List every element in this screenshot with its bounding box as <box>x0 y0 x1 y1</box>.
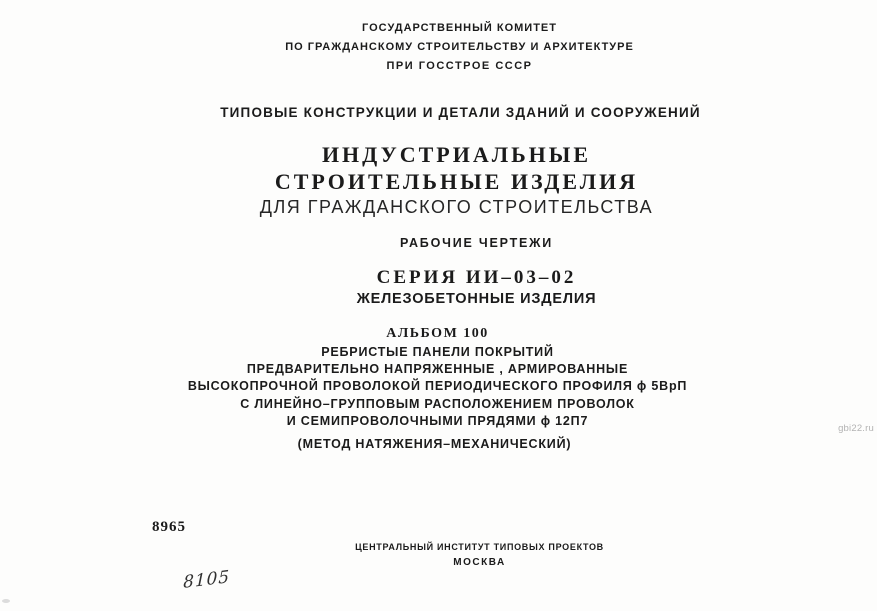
organization-line-1: ГОСУДАРСТВЕННЫЙ КОМИТЕТ <box>362 22 557 34</box>
organization-line-3: ПРИ ГОССТРОЕ СССР <box>386 60 533 72</box>
main-title-line-3: ДЛЯ ГРАЖДАНСКОГО СТРОИТЕЛЬСТВА <box>259 197 654 217</box>
organization-line-2: ПО ГРАЖДАНСКОМУ СТРОИТЕЛЬСТВУ И АРХИТЕКТУРЕ <box>285 41 634 53</box>
album-description-line-4: С ЛИНЕЙНО–ГРУППОВЫМ РАСПОЛОЖЕНИЕМ ПРОВОЛОК <box>240 397 635 411</box>
publisher-name: ЦЕНТРАЛЬНЫЙ ИНСТИТУТ ТИПОВЫХ ПРОЕКТОВ <box>355 542 604 552</box>
scan-smudge <box>2 599 10 603</box>
album-title: АЛЬБОМ 100 <box>386 326 489 341</box>
working-drawings-label: РАБОЧИЕ ЧЕРТЕЖИ <box>399 236 554 250</box>
main-title-line-1: ИНДУСТРИАЛЬНЫЕ <box>321 142 592 167</box>
album-description-line-1: РЕБРИСТЫЕ ПАНЕЛИ ПОКРЫТИЙ <box>321 345 554 359</box>
publisher-city: МОСКВА <box>453 557 506 568</box>
site-watermark: gbi22.ru <box>838 423 874 434</box>
series-heading: ТИПОВЫЕ КОНСТРУКЦИИ И ДЕТАЛИ ЗДАНИЙ И СООРУЖЕНИЙ <box>220 105 701 120</box>
album-description-line-3: ВЫСОКОПРОЧНОЙ ПРОВОЛОКОЙ ПЕРИОДИЧЕСКОГО ПРОФИЛЯ ϕ 5ВрП <box>187 379 688 393</box>
tensioning-method-note: (МЕТОД НАТЯЖЕНИЯ–МЕХАНИЧЕСКИЙ) <box>297 437 572 451</box>
series-number: СЕРИЯ ИИ–03–02 <box>376 267 577 288</box>
main-title-line-2: СТРОИТЕЛЬНЫЕ ИЗДЕЛИЯ <box>274 169 639 194</box>
handwritten-inventory-number: 8105 <box>182 567 231 593</box>
album-description-line-5: И СЕМИПРОВОЛОЧНЫМИ ПРЯДЯМИ ϕ 12П7 <box>286 414 589 428</box>
series-subtitle: ЖЕЛЕЗОБЕТОННЫЕ ИЗДЕЛИЯ <box>356 291 597 307</box>
album-description-line-2: ПРЕДВАРИТЕЛЬНО НАПРЯЖЕННЫЕ , АРМИРОВАННЫЕ <box>246 362 629 376</box>
catalog-number: 8965 <box>152 519 186 535</box>
